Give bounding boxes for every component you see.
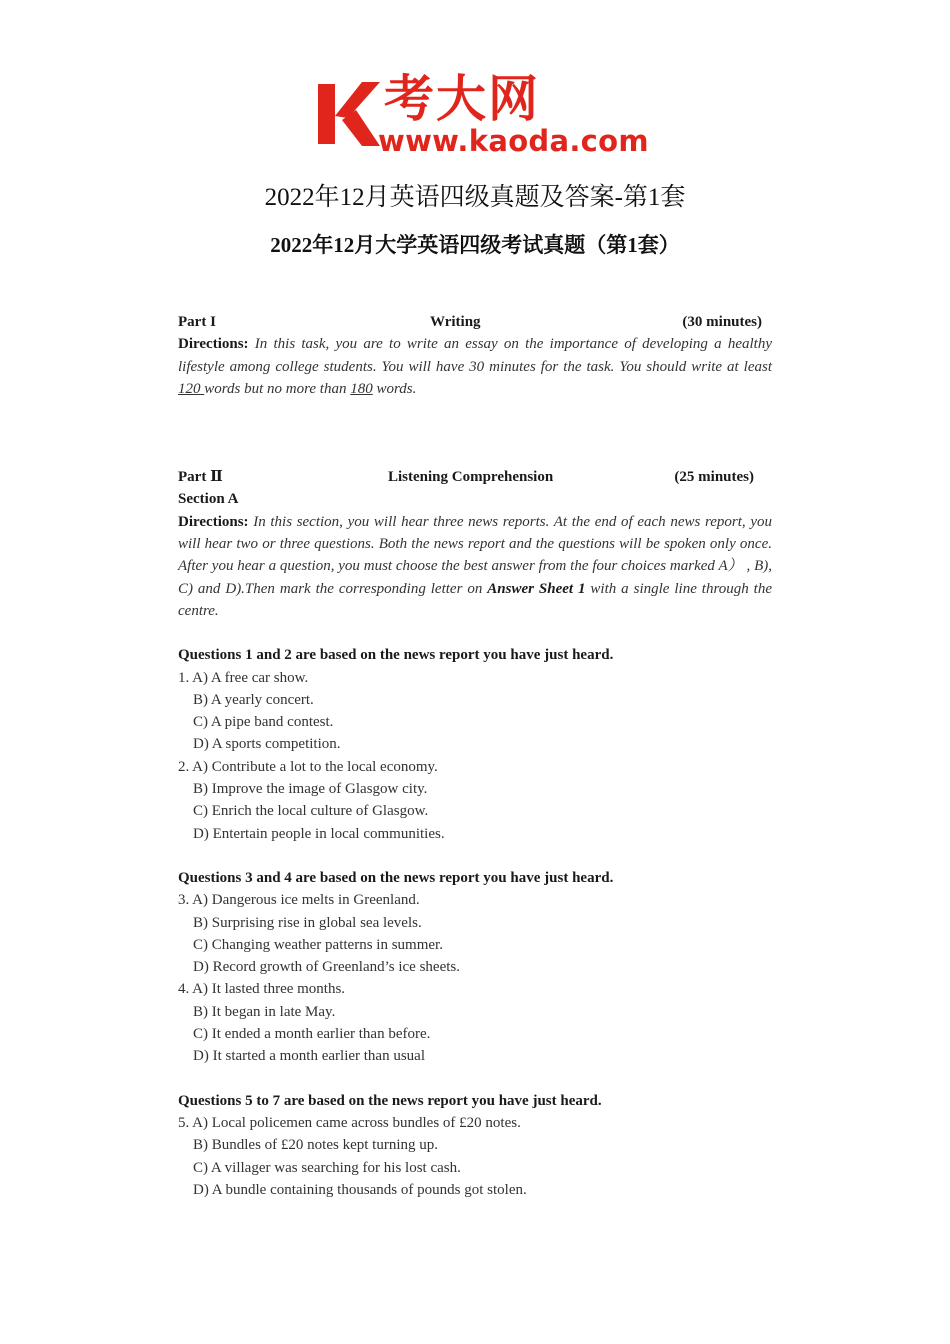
part2-time: (25 minutes) (674, 469, 754, 486)
part2-directions-label: Directions: (178, 513, 249, 530)
part2-name: Listening Comprehension (388, 469, 554, 486)
part1-header (178, 311, 772, 333)
question-option: C) It ended a month earlier than before. (193, 1026, 431, 1043)
answer-sheet-label: Answer Sheet 1 (487, 580, 586, 597)
question-option: C) Enrich the local culture of Glasgow. (193, 803, 429, 820)
min-words: 120 (178, 380, 205, 397)
document-title: 2022年12月英语四级真题及答案-第1套 (264, 184, 686, 211)
kaoda-logo (318, 70, 649, 160)
part1-directions: Directions: In this task, you are to write an essay on the importance of developing a healthy lifestyle among college students. You will have 30 minutes for the task. You should write at least 120 words but no more than 180 words. (178, 336, 772, 397)
group-heading: Questions 3 and 4 are based on the news report you have just heard. (178, 869, 614, 886)
question-option: B) Surprising rise in global sea levels. (193, 914, 422, 931)
part1-label: Part I (178, 314, 216, 330)
question-option: B) Bundles of £20 notes kept turning up. (193, 1137, 438, 1154)
question-option: D) A sports competition. (193, 736, 341, 753)
question-first-option: 3. A) Dangerous ice melts in Greenland. (178, 892, 420, 909)
question-first-option: 5. A) Local policemen came across bundles of £20 notes. (178, 1114, 521, 1131)
question-first-option: 4. A) It lasted three months. (178, 981, 346, 998)
group-heading: Questions 5 to 7 are based on the news report you have just heard. (178, 1092, 602, 1109)
section-a-label: Section A (178, 491, 239, 508)
question-option: D) It started a month earlier than usual (193, 1048, 426, 1065)
question-option: C) A villager was searching for his lost cash. (193, 1159, 461, 1176)
exam-content (178, 311, 772, 1201)
k-logo-icon (318, 80, 380, 148)
part1-directions-label: Directions: (178, 336, 249, 353)
part2-directions: Directions: In this section, you will hear three news reports. At the end of each news report, you will hear two or three questions. Both the news report and the questions will be spoken only once. After you hear a question, you must choose the best answer from the four choices marked A） , B), C) and D).Then mark the corresponding letter on Answer Sheet 1 with a single line through the centre. (178, 513, 772, 619)
question-option: B) It began in late May. (193, 1003, 336, 1020)
question-option: C) A pipe band contest. (193, 714, 334, 731)
group-heading: Questions 1 and 2 are based on the news report you have just heard. (178, 647, 614, 664)
question-option: D) A bundle containing thousands of pounds got stolen. (193, 1181, 527, 1198)
exam-title: 2022年12月大学英语四级考试真题（第1套） (270, 233, 680, 257)
logo-brand-cn: 考大网 (384, 70, 540, 128)
question-option: D) Entertain people in local communities. (193, 825, 445, 842)
question-option: B) A yearly concert. (193, 691, 314, 708)
logo-url: www.kaoda.com (378, 124, 649, 158)
max-words: 180 (350, 380, 373, 397)
part1-time: (30 minutes) (682, 314, 762, 330)
part2-label: Part Ⅱ (178, 469, 223, 486)
question-first-option: 2. A) Contribute a lot to the local economy. (178, 758, 438, 775)
question-option: D) Record growth of Greenland’s ice sheets. (193, 959, 460, 976)
question-first-option: 1. A) A free car show. (178, 669, 309, 686)
part1-name: Writing (430, 314, 481, 330)
question-option: C) Changing weather patterns in summer. (193, 936, 443, 953)
part2-header (178, 466, 772, 488)
question-option: B) Improve the image of Glasgow city. (193, 781, 428, 798)
